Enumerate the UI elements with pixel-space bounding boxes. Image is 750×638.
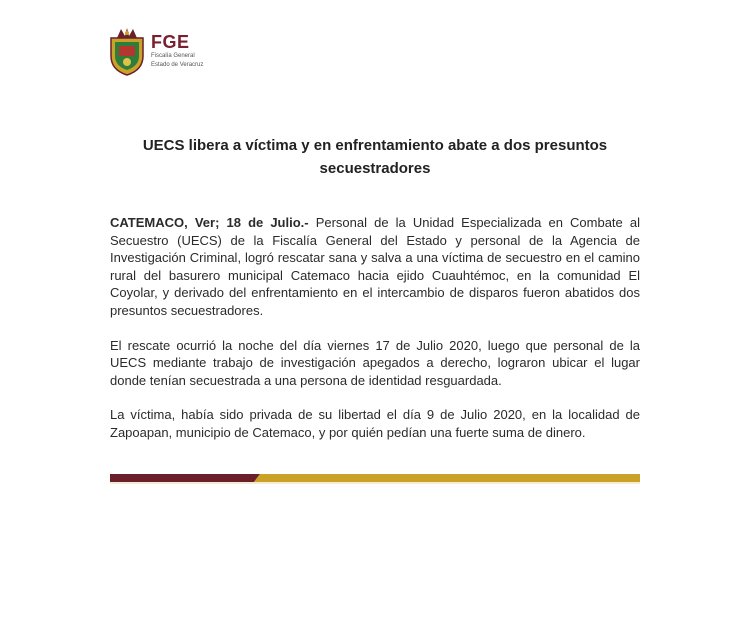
document-title	[110, 134, 640, 180]
paragraph-1	[110, 214, 640, 320]
brand-subtitle-2: Estado de Veracruz	[151, 62, 204, 68]
title-line-1: UECS libera a víctima y en enfrentamiento abate a dos presuntos	[142, 137, 608, 154]
dateline: CATEMACO, Ver; 18 de Julio.-	[110, 215, 309, 230]
brand-subtitle-1: Fiscalía General	[151, 53, 195, 59]
paragraph-1-text: Personal de la Unidad Especializada en Combate al Secuestro (UECS) de la Fiscalía General del Estado y personal de la Agencia de Investigación Criminal, logró rescatar sana y salva a una víctima de secuestro en el camino rural del basurero municipal Catemaco hacia ejido Cuauhtémoc, en la comunidad El Coyolar, y derivado del enfrentamiento en el intercambio de disparos fueron abatidos dos presuntos secuestradores.	[110, 215, 640, 318]
paragraph-3: La víctima, había sido privada de su libertad el día 9 de Julio 2020, en la localidad de Zapoapan, municipio de Catemaco, y por quién pedían una fuerte suma de dinero.	[110, 407, 640, 440]
footer-rule	[110, 472, 640, 484]
fge-logo	[107, 26, 203, 76]
document-body	[110, 214, 640, 459]
brand-name: FGE	[151, 32, 190, 52]
coat-of-arms-icon	[107, 26, 147, 76]
paragraph-2: El rescate ocurrió la noche del día viernes 17 de Julio 2020, luego que personal de la UECS mediante trabajo de investigación apegados a derecho, lograron ubicar el lugar donde tenían secuestrada a una persona de identidad resguardada.	[110, 337, 640, 388]
title-line-2: secuestradores	[319, 160, 431, 177]
